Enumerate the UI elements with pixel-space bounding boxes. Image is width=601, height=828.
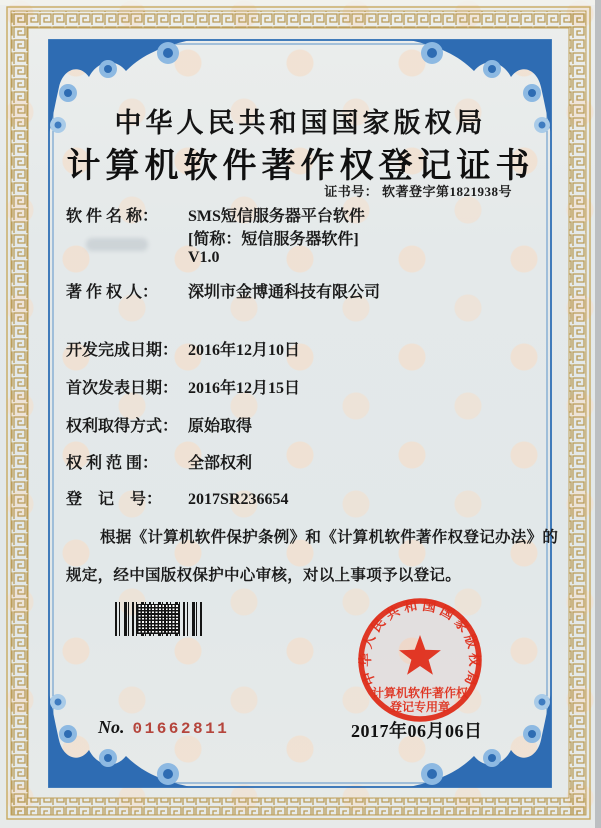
field-row-first-publish-date [66,375,300,398]
field-label: 登 记 号： [66,491,163,508]
barcode [115,602,203,636]
serial-prefix: No. [98,717,125,737]
field-row-rights-acquisition [66,413,252,436]
serial-number: 01662811 [132,720,230,738]
field-label: 权利取得方式： [66,418,179,435]
authority-title: 中华人民共和国国家版权局 [114,108,487,138]
statement-line-2: 规定，经中国版权保护中心审核，对以上事项予以登记。 [66,567,462,584]
field-row-rights-scope [66,450,252,473]
field-label: 著 作 权 人： [66,284,159,301]
statement-line-1: 根据《计算机软件保护条例》和《计算机软件著作权登记办法》的 [100,529,559,546]
field-value: 原始取得 [188,418,253,435]
field-row-short-name [66,226,359,249]
field-label: 权 利 范 围： [66,455,159,472]
field-label: 首次发表日期： [66,380,179,397]
certificate-title: 计算机软件著作权登记证书 [66,148,535,185]
field-row-copyright-owner [66,279,380,302]
field-label: 软 件 名 称： [66,208,159,225]
field-label: 开发完成日期： [66,342,179,359]
stamp-ring-text: 中华人民共和国国家版权局 [357,597,483,688]
field-row-software-name [66,203,365,226]
field-row-version [66,249,220,267]
field-value: 2017SR236654 [188,491,289,508]
field-value: [简称：短信服务器软件] [188,231,359,248]
certificate-number: 证书号： 软著登字第1821938号 [324,184,512,199]
field-value: V1.0 [188,249,220,266]
serial-number-line [98,717,229,738]
field-value: 全部权利 [188,455,253,472]
stamp-text-line1: 计算机软件著作权 [371,686,469,700]
field-value: 2016年12月10日 [188,342,301,359]
issue-date: 2017年06月06日 [351,721,483,741]
field-value: 深圳市金博通科技有限公司 [188,284,381,301]
stamp-text-line2: 登记专用章 [389,700,451,714]
field-row-registration-number [66,486,288,509]
field-row-dev-complete-date [66,337,300,360]
photo-edge-right [595,0,601,828]
field-value: SMS短信服务器平台软件 [188,208,365,225]
field-value: 2016年12月15日 [188,380,301,397]
official-stamp [354,594,486,726]
barcode-noise [137,604,179,634]
